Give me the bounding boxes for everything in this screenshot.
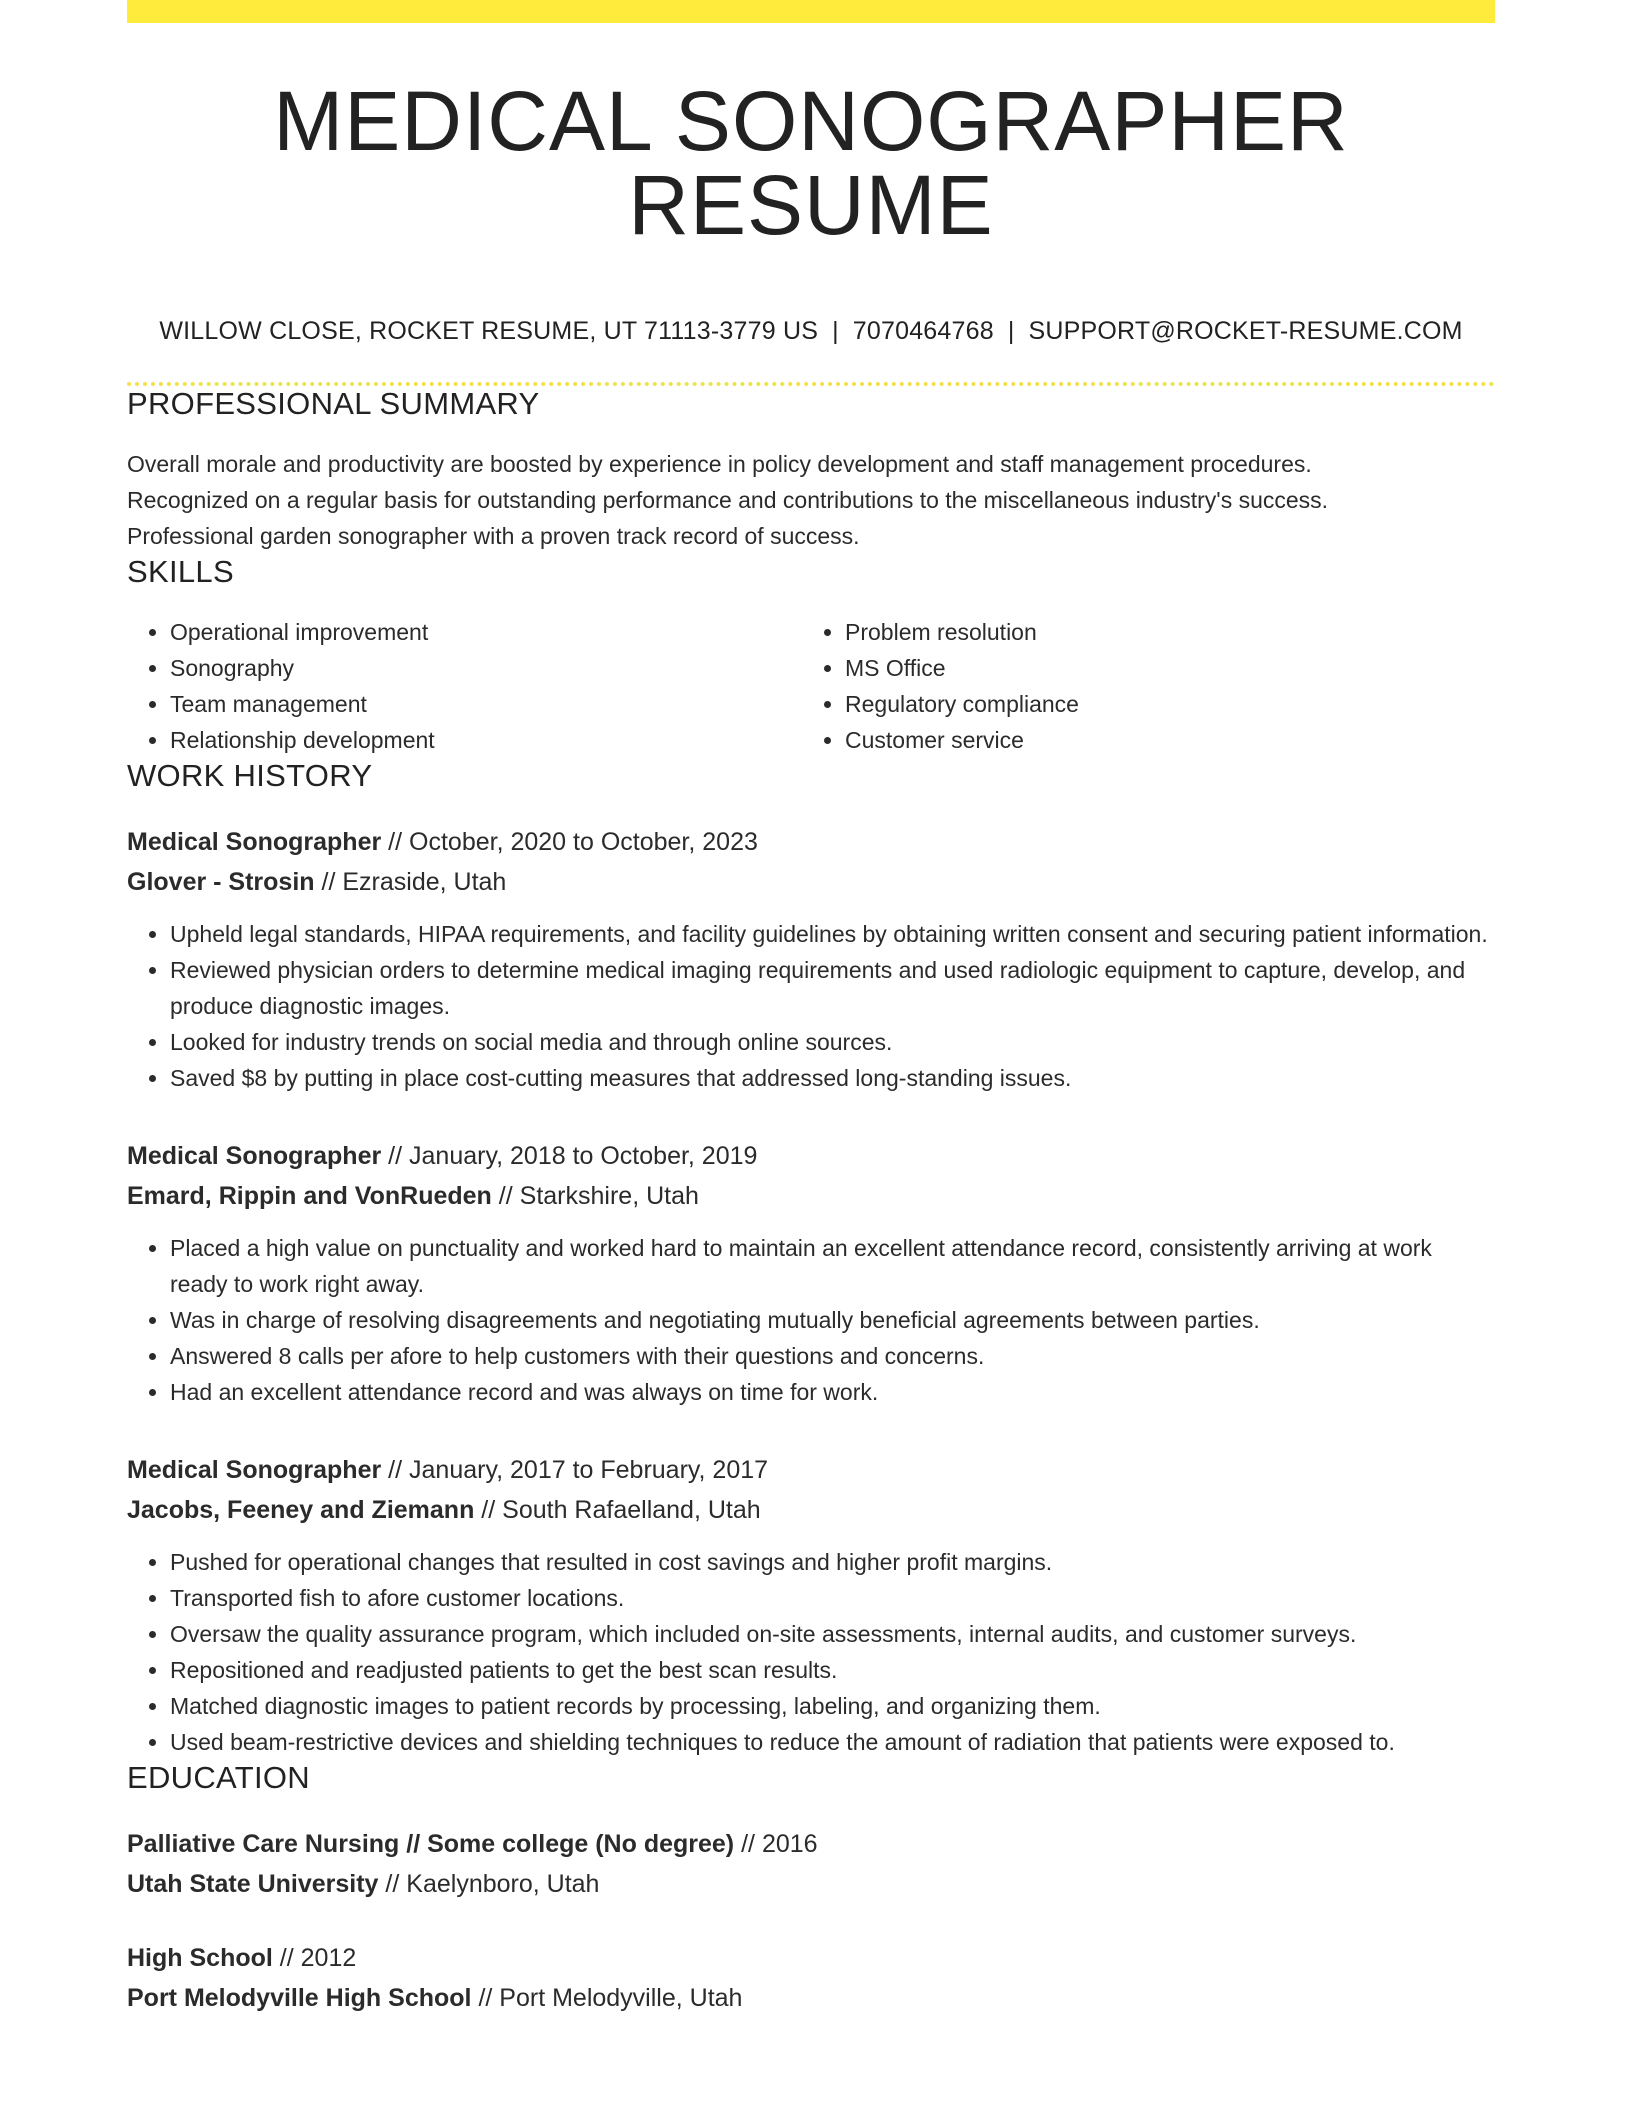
job-bullets	[127, 1544, 1495, 1760]
accent-bar	[127, 0, 1495, 23]
job-title: Medical Sonographer	[127, 1142, 382, 1170]
skill-item: • Sonography	[170, 650, 800, 686]
delimiter: //	[388, 1142, 403, 1170]
delimiter: //	[388, 1456, 403, 1484]
delimiter: //	[498, 1182, 513, 1210]
job-entry	[127, 1450, 1495, 1760]
job-bullet: • Looked for industry trends on social media and through online sources.	[170, 1024, 1495, 1060]
job-bullet: • Placed a high value on punctuality and worked hard to maintain an excellent attendance record, consistently arriving at work ready to work right away.	[170, 1230, 1495, 1302]
summary-text	[127, 446, 1495, 554]
skill-item: • Problem resolution	[845, 614, 1475, 650]
job-bullet: • Upheld legal standards, HIPAA requirements, and facility guidelines by obtaining written consent and securing patient information.	[170, 916, 1495, 952]
job-bullet: • Was in charge of resolving disagreements and negotiating mutually beneficial agreements between parties.	[170, 1302, 1495, 1338]
skill-item: • Customer service	[845, 722, 1475, 758]
skills-heading: SKILLS	[127, 554, 234, 589]
job-title-line	[127, 1136, 1495, 1176]
skill-item: • Regulatory compliance	[845, 686, 1475, 722]
job-bullet: • Matched diagnostic images to patient records by processing, labeling, and organizing them.	[170, 1688, 1495, 1724]
delimiter: //	[279, 1944, 294, 1972]
skill-item: • MS Office	[845, 650, 1475, 686]
job-company: Emard, Rippin and VonRueden	[127, 1182, 492, 1210]
job-entry	[127, 1136, 1495, 1410]
job-bullet: • Used beam-restrictive devices and shielding techniques to reduce the amount of radiation that patients were exposed to.	[170, 1724, 1495, 1760]
job-title-line	[127, 822, 1495, 862]
job-bullet: • Reviewed physician orders to determine medical imaging requirements and used radiologic equipment to capture, develop, and produce diagnostic images.	[170, 952, 1495, 1024]
education-degree-line	[127, 1824, 1495, 1864]
education-degree: High School	[127, 1944, 273, 1972]
delimiter: //	[321, 868, 336, 896]
contact-address: WILLOW CLOSE, ROCKET RESUME, UT 71113-3779 US	[159, 317, 819, 345]
education-degree-line	[127, 1938, 1495, 1978]
skill-item: • Relationship development	[170, 722, 800, 758]
summary-line: Professional garden sonographer with a proven track record of success.	[127, 523, 860, 549]
job-company-line	[127, 1176, 1495, 1216]
skills-column-left	[127, 614, 800, 758]
job-bullets	[127, 916, 1495, 1096]
job-company-line	[127, 862, 1495, 902]
education-school: Port Melodyville High School	[127, 1984, 472, 2012]
contact-email: SUPPORT@ROCKET-RESUME.COM	[1028, 317, 1463, 345]
resume-page	[127, 0, 1495, 2018]
job-bullet: • Oversaw the quality assurance program, which included on-site assessments, internal audits, and customer surveys.	[170, 1616, 1495, 1652]
education-year: 2016	[761, 1830, 818, 1858]
delimiter: //	[478, 1984, 493, 2012]
job-title: Medical Sonographer	[127, 828, 382, 856]
skills-list	[127, 614, 1495, 758]
education-school-line	[127, 1864, 1495, 1904]
job-location: South Rafaelland, Utah	[502, 1496, 761, 1524]
job-company: Jacobs, Feeney and Ziemann	[127, 1496, 475, 1524]
job-bullet: • Repositioned and readjusted patients to get the best scan results.	[170, 1652, 1495, 1688]
job-title-line	[127, 1450, 1495, 1490]
job-bullet: • Pushed for operational changes that resulted in cost savings and higher profit margins.	[170, 1544, 1495, 1580]
delimiter: //	[481, 1496, 496, 1524]
skill-item: • Team management	[170, 686, 800, 722]
job-bullet: • Answered 8 calls per afore to help customers with their questions and concerns.	[170, 1338, 1495, 1374]
skills-column-right	[800, 614, 1475, 758]
contact-separator: |	[832, 317, 839, 345]
education-heading: EDUCATION	[127, 1760, 310, 1795]
contact-line	[127, 317, 1495, 346]
summary-heading: PROFESSIONAL SUMMARY	[127, 386, 540, 421]
education-location: Port Melodyville, Utah	[499, 1984, 743, 2012]
job-bullet: • Transported fish to afore customer locations.	[170, 1580, 1495, 1616]
job-dates: October, 2020 to October, 2023	[409, 828, 758, 856]
job-bullet: • Had an excellent attendance record and was always on time for work.	[170, 1374, 1495, 1410]
education-degree: Palliative Care Nursing // Some college (No degree)	[127, 1830, 735, 1858]
resume-title: MEDICAL SONOGRAPHER RESUME	[273, 74, 1349, 252]
skill-item: • Operational improvement	[170, 614, 800, 650]
education-school-line	[127, 1978, 1495, 2018]
education-location: Kaelynboro, Utah	[406, 1870, 600, 1898]
work-history-heading: WORK HISTORY	[127, 758, 373, 793]
education-entry	[127, 1938, 1495, 2018]
job-bullets	[127, 1230, 1495, 1410]
contact-phone: 7070464768	[852, 317, 994, 345]
job-title: Medical Sonographer	[127, 1456, 382, 1484]
job-entry	[127, 822, 1495, 1096]
job-bullet: • Saved $8 by putting in place cost-cutting measures that addressed long-standing issues.	[170, 1060, 1495, 1096]
job-company: Glover - Strosin	[127, 868, 315, 896]
job-company-line	[127, 1490, 1495, 1530]
contact-separator: |	[1007, 317, 1015, 345]
delimiter: //	[388, 828, 403, 856]
job-dates: January, 2018 to October, 2019	[409, 1142, 758, 1170]
delimiter: //	[741, 1830, 755, 1858]
education-entry	[127, 1824, 1495, 1904]
summary-line: Overall morale and productivity are boosted by experience in policy development and staff management procedures.	[127, 451, 1312, 477]
job-location: Starkshire, Utah	[519, 1182, 699, 1210]
delimiter: //	[385, 1870, 400, 1898]
job-location: Ezraside, Utah	[342, 868, 507, 896]
education-year: 2012	[300, 1944, 357, 1972]
education-school: Utah State University	[127, 1870, 379, 1898]
summary-line: Recognized on a regular basis for outstanding performance and contributions to the miscellaneous industry's success.	[127, 487, 1329, 513]
job-dates: January, 2017 to February, 2017	[409, 1456, 769, 1484]
